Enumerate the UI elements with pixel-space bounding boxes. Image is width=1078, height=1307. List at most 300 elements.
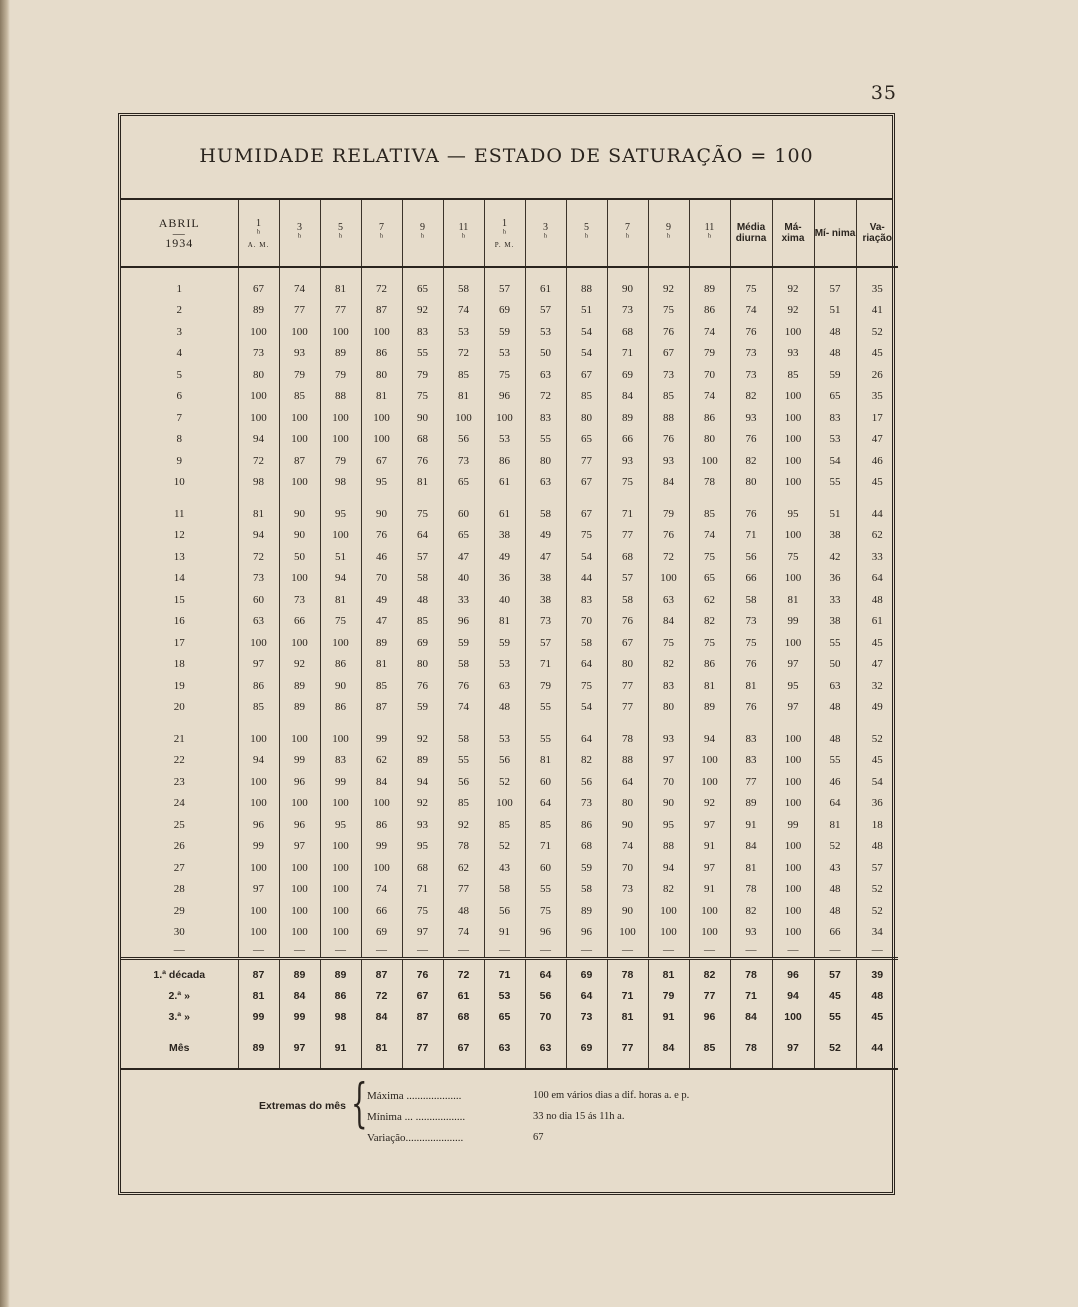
dash-cell: — bbox=[730, 943, 772, 959]
value-cell: 52 bbox=[814, 836, 856, 858]
value-cell: 51 bbox=[320, 546, 361, 568]
spacer-cell bbox=[320, 267, 361, 278]
value-cell: 100 bbox=[279, 407, 320, 429]
hour-label: 1 bbox=[502, 217, 507, 229]
spacer-cell bbox=[361, 267, 402, 278]
value-cell: 97 bbox=[238, 879, 279, 901]
value-cell: 100 bbox=[279, 922, 320, 944]
value-cell: 81 bbox=[689, 675, 730, 697]
value-cell: 82 bbox=[730, 386, 772, 408]
value-cell: 100 bbox=[279, 472, 320, 494]
value-cell: 63 bbox=[525, 364, 566, 386]
value-cell: 35 bbox=[856, 278, 898, 300]
value-cell: 90 bbox=[279, 503, 320, 525]
day-row bbox=[121, 793, 898, 815]
value-cell: 65 bbox=[484, 1006, 525, 1027]
day-row-label: 9 bbox=[176, 454, 182, 467]
hour-label: 9 bbox=[666, 221, 671, 233]
value-cell: 92 bbox=[402, 300, 443, 322]
value-cell: 57 bbox=[814, 964, 856, 985]
day-row-label: 15 bbox=[173, 593, 185, 606]
table-frame bbox=[118, 113, 895, 1195]
value-cell: 75 bbox=[402, 386, 443, 408]
value-cell: 100 bbox=[361, 429, 402, 451]
value-cell: 57 bbox=[525, 632, 566, 654]
hour-period: P. M. bbox=[494, 240, 515, 249]
value-cell: 64 bbox=[607, 771, 648, 793]
media-header: Média diurna bbox=[730, 200, 772, 267]
value-cell: 75 bbox=[402, 900, 443, 922]
value-cell: 67 bbox=[566, 472, 607, 494]
dash-cell: — bbox=[320, 943, 361, 959]
value-cell: 100 bbox=[320, 879, 361, 901]
value-cell: 77 bbox=[607, 525, 648, 547]
value-cell: 64 bbox=[525, 793, 566, 815]
value-cell: 81 bbox=[361, 386, 402, 408]
value-cell: 85 bbox=[279, 386, 320, 408]
value-cell: 76 bbox=[730, 321, 772, 343]
spacer-cell bbox=[772, 1058, 814, 1069]
value-cell: 70 bbox=[361, 568, 402, 590]
value-cell: 54 bbox=[566, 321, 607, 343]
value-cell: 65 bbox=[443, 472, 484, 494]
value-cell: 77 bbox=[689, 985, 730, 1006]
value-cell: 75 bbox=[320, 611, 361, 633]
value-cell: 100 bbox=[772, 857, 814, 879]
value-cell: 87 bbox=[361, 300, 402, 322]
value-cell: 74 bbox=[443, 922, 484, 944]
value-cell: 53 bbox=[484, 985, 525, 1006]
spacer-cell bbox=[566, 1058, 607, 1069]
day-row-label: 29 bbox=[173, 904, 185, 917]
value-cell: 56 bbox=[484, 900, 525, 922]
value-cell: 48 bbox=[814, 900, 856, 922]
maxima-row-label: Máxima .................... bbox=[367, 1090, 462, 1102]
value-cell: 81 bbox=[320, 589, 361, 611]
summary-end bbox=[121, 1058, 898, 1069]
value-cell: 95 bbox=[320, 814, 361, 836]
day-row bbox=[121, 386, 898, 408]
value-cell: 53 bbox=[814, 429, 856, 451]
value-cell: 93 bbox=[730, 922, 772, 944]
dash-cell: — bbox=[814, 943, 856, 959]
value-cell: 46 bbox=[856, 450, 898, 472]
value-cell: 100 bbox=[648, 900, 689, 922]
spacer-cell bbox=[607, 1058, 648, 1069]
spacer-cell bbox=[648, 718, 689, 728]
day-row bbox=[121, 472, 898, 494]
value-cell: 74 bbox=[443, 300, 484, 322]
value-cell: 45 bbox=[856, 472, 898, 494]
dash-cell: — bbox=[856, 943, 898, 959]
value-cell: 75 bbox=[525, 900, 566, 922]
value-cell: 58 bbox=[525, 503, 566, 525]
value-cell: 86 bbox=[689, 300, 730, 322]
value-cell: 73 bbox=[238, 343, 279, 365]
spacer-cell bbox=[279, 267, 320, 278]
value-cell: 65 bbox=[814, 386, 856, 408]
hour-header bbox=[402, 200, 443, 267]
value-cell: 94 bbox=[772, 985, 814, 1006]
value-cell: 70 bbox=[689, 364, 730, 386]
spacer-cell bbox=[238, 1027, 279, 1037]
value-cell: 75 bbox=[730, 278, 772, 300]
value-cell: 50 bbox=[814, 654, 856, 676]
minima-header: Mí- nima bbox=[814, 200, 856, 267]
spacer-cell bbox=[772, 493, 814, 503]
minima-row-value: 33 no dia 15 ás 11h a. bbox=[533, 1111, 625, 1122]
value-cell: 100 bbox=[772, 525, 814, 547]
value-cell: 66 bbox=[361, 900, 402, 922]
hour-period: A. M. bbox=[247, 240, 270, 249]
value-cell: 77 bbox=[730, 771, 772, 793]
value-cell: 100 bbox=[689, 771, 730, 793]
value-cell: 81 bbox=[361, 654, 402, 676]
value-cell: 88 bbox=[320, 386, 361, 408]
value-cell: 63 bbox=[238, 611, 279, 633]
value-cell: 100 bbox=[689, 450, 730, 472]
value-cell: 57 bbox=[402, 546, 443, 568]
value-cell: 100 bbox=[279, 568, 320, 590]
value-cell: 84 bbox=[730, 836, 772, 858]
spacer-cell bbox=[402, 1027, 443, 1037]
value-cell: 45 bbox=[856, 343, 898, 365]
value-cell: 80 bbox=[689, 429, 730, 451]
value-cell: 72 bbox=[238, 546, 279, 568]
value-cell: 99 bbox=[772, 611, 814, 633]
value-cell: 56 bbox=[525, 985, 566, 1006]
value-cell: 55 bbox=[525, 728, 566, 750]
value-cell: 58 bbox=[566, 879, 607, 901]
value-cell: 100 bbox=[361, 793, 402, 815]
value-cell: 48 bbox=[484, 697, 525, 719]
spacer-cell bbox=[320, 1058, 361, 1069]
day-row bbox=[121, 728, 898, 750]
value-cell: 100 bbox=[443, 407, 484, 429]
value-cell: 85 bbox=[238, 697, 279, 719]
spacer-cell bbox=[484, 1058, 525, 1069]
value-cell: 64 bbox=[566, 728, 607, 750]
decade-row-label: 2.ª » bbox=[168, 989, 190, 1002]
variacao-row-value: 67 bbox=[533, 1132, 544, 1143]
value-cell: 93 bbox=[402, 814, 443, 836]
value-cell: 66 bbox=[814, 922, 856, 944]
hour-suffix: h bbox=[708, 232, 711, 239]
spacer-cell bbox=[566, 493, 607, 503]
value-cell: 58 bbox=[566, 632, 607, 654]
day-row-label: 3 bbox=[176, 325, 182, 338]
value-cell: 73 bbox=[730, 364, 772, 386]
value-cell: 85 bbox=[361, 675, 402, 697]
value-cell: 91 bbox=[689, 879, 730, 901]
value-cell: 100 bbox=[772, 407, 814, 429]
value-cell: 51 bbox=[814, 503, 856, 525]
value-cell: 82 bbox=[566, 750, 607, 772]
value-cell: 73 bbox=[730, 611, 772, 633]
value-cell: 74 bbox=[607, 836, 648, 858]
value-cell: 46 bbox=[814, 771, 856, 793]
value-cell: 65 bbox=[689, 568, 730, 590]
spacer-cell bbox=[689, 267, 730, 278]
value-cell: 77 bbox=[607, 1037, 648, 1058]
value-cell: 50 bbox=[525, 343, 566, 365]
spacer-cell bbox=[320, 718, 361, 728]
humidity-table bbox=[121, 200, 898, 1070]
value-cell: 74 bbox=[730, 300, 772, 322]
value-cell: 66 bbox=[279, 611, 320, 633]
month-label: ABRIL bbox=[158, 216, 200, 230]
hour-label: 7 bbox=[379, 221, 384, 233]
value-cell: 67 bbox=[607, 632, 648, 654]
value-cell: 62 bbox=[361, 750, 402, 772]
spacer-cell bbox=[689, 1058, 730, 1069]
value-cell: 59 bbox=[814, 364, 856, 386]
value-cell: 83 bbox=[648, 675, 689, 697]
value-cell: 18 bbox=[856, 814, 898, 836]
value-cell: 100 bbox=[320, 793, 361, 815]
value-cell: 42 bbox=[814, 546, 856, 568]
day-row bbox=[121, 525, 898, 547]
value-cell: 58 bbox=[443, 278, 484, 300]
value-cell: 93 bbox=[648, 728, 689, 750]
hour-header bbox=[607, 200, 648, 267]
spacer-cell bbox=[279, 493, 320, 503]
value-cell: 64 bbox=[566, 985, 607, 1006]
value-cell: 58 bbox=[402, 568, 443, 590]
hour-suffix: h bbox=[462, 232, 465, 239]
value-cell: 86 bbox=[238, 675, 279, 697]
value-cell: 76 bbox=[402, 675, 443, 697]
spacer-cell bbox=[443, 718, 484, 728]
day-row-label: 28 bbox=[173, 883, 185, 896]
value-cell: 66 bbox=[607, 429, 648, 451]
hour-label: 3 bbox=[543, 221, 548, 233]
value-cell: 85 bbox=[443, 793, 484, 815]
value-cell: 81 bbox=[607, 1006, 648, 1027]
value-cell: 78 bbox=[443, 836, 484, 858]
spacer-cell bbox=[279, 1027, 320, 1037]
day-row-label: 6 bbox=[176, 390, 182, 403]
value-cell: 47 bbox=[443, 546, 484, 568]
value-cell: 97 bbox=[238, 654, 279, 676]
spacer-cell bbox=[443, 493, 484, 503]
value-cell: 91 bbox=[320, 1037, 361, 1058]
spacer-cell bbox=[607, 1027, 648, 1037]
value-cell: 85 bbox=[525, 814, 566, 836]
value-cell: 99 bbox=[238, 836, 279, 858]
value-cell: 53 bbox=[443, 321, 484, 343]
hour-label: 11 bbox=[704, 221, 715, 233]
value-cell: 58 bbox=[607, 589, 648, 611]
value-cell: 100 bbox=[279, 793, 320, 815]
value-cell: 60 bbox=[525, 771, 566, 793]
dash-cell: — bbox=[525, 943, 566, 959]
spacer-cell bbox=[730, 267, 772, 278]
hour-suffix: h bbox=[421, 232, 424, 239]
value-cell: 68 bbox=[402, 857, 443, 879]
day-row-label: 26 bbox=[173, 840, 185, 853]
value-cell: 86 bbox=[320, 985, 361, 1006]
day-row bbox=[121, 675, 898, 697]
value-cell: 43 bbox=[484, 857, 525, 879]
value-cell: 51 bbox=[566, 300, 607, 322]
value-cell: 56 bbox=[730, 546, 772, 568]
day-row bbox=[121, 450, 898, 472]
value-cell: 44 bbox=[566, 568, 607, 590]
value-cell: 76 bbox=[648, 429, 689, 451]
value-cell: 85 bbox=[484, 814, 525, 836]
hour-suffix: h bbox=[257, 228, 260, 235]
value-cell: 79 bbox=[648, 985, 689, 1006]
value-cell: 89 bbox=[730, 793, 772, 815]
day-row-label: 17 bbox=[173, 636, 185, 649]
value-cell: 72 bbox=[525, 386, 566, 408]
value-cell: 100 bbox=[484, 793, 525, 815]
value-cell: 55 bbox=[443, 750, 484, 772]
value-cell: 100 bbox=[772, 728, 814, 750]
value-cell: 52 bbox=[856, 728, 898, 750]
value-cell: 74 bbox=[689, 386, 730, 408]
day-row bbox=[121, 697, 898, 719]
spacer-cell bbox=[279, 718, 320, 728]
value-cell: 57 bbox=[525, 300, 566, 322]
spacer-cell bbox=[814, 718, 856, 728]
value-cell: 95 bbox=[648, 814, 689, 836]
hour-label: 1 bbox=[256, 217, 261, 229]
value-cell: 94 bbox=[238, 750, 279, 772]
value-cell: 55 bbox=[814, 750, 856, 772]
value-cell: 76 bbox=[361, 525, 402, 547]
value-cell: 100 bbox=[772, 321, 814, 343]
spacer-cell bbox=[689, 1027, 730, 1037]
day-row bbox=[121, 343, 898, 365]
day-row bbox=[121, 568, 898, 590]
value-cell: 69 bbox=[402, 632, 443, 654]
value-cell: 100 bbox=[772, 472, 814, 494]
value-cell: 70 bbox=[648, 771, 689, 793]
day-row-label: 4 bbox=[176, 347, 182, 360]
header-dash: — bbox=[172, 226, 186, 240]
day-row-label: 12 bbox=[173, 529, 185, 542]
day-row bbox=[121, 300, 898, 322]
value-cell: 100 bbox=[772, 632, 814, 654]
value-cell: 85 bbox=[689, 1037, 730, 1058]
day-row bbox=[121, 814, 898, 836]
value-cell: 17 bbox=[856, 407, 898, 429]
hour-label: 9 bbox=[420, 221, 425, 233]
hour-header bbox=[566, 200, 607, 267]
value-cell: 82 bbox=[648, 654, 689, 676]
value-cell: 87 bbox=[238, 964, 279, 985]
day-row bbox=[121, 278, 898, 300]
value-cell: 47 bbox=[856, 429, 898, 451]
value-cell: 39 bbox=[856, 964, 898, 985]
value-cell: 80 bbox=[525, 450, 566, 472]
value-cell: 90 bbox=[361, 503, 402, 525]
value-cell: 63 bbox=[814, 675, 856, 697]
spacer-cell bbox=[402, 267, 443, 278]
value-cell: 75 bbox=[566, 675, 607, 697]
dash-cell: — bbox=[772, 943, 814, 959]
value-cell: 36 bbox=[814, 568, 856, 590]
spacer-cell bbox=[361, 493, 402, 503]
value-cell: 52 bbox=[856, 879, 898, 901]
value-cell: 74 bbox=[279, 278, 320, 300]
value-cell: 60 bbox=[238, 589, 279, 611]
day-row-label: 27 bbox=[173, 861, 185, 874]
value-cell: 90 bbox=[607, 278, 648, 300]
value-cell: 90 bbox=[279, 525, 320, 547]
value-cell: 99 bbox=[361, 728, 402, 750]
dash-row bbox=[121, 943, 898, 959]
day-row-label: 13 bbox=[173, 550, 185, 563]
spacer-cell bbox=[361, 1058, 402, 1069]
value-cell: 82 bbox=[730, 900, 772, 922]
value-cell: 83 bbox=[402, 321, 443, 343]
dash-cell: — bbox=[566, 943, 607, 959]
value-cell: 99 bbox=[279, 1006, 320, 1027]
value-cell: 52 bbox=[856, 900, 898, 922]
value-cell: 76 bbox=[730, 697, 772, 719]
value-cell: 100 bbox=[772, 450, 814, 472]
value-cell: 81 bbox=[361, 1037, 402, 1058]
spacer-cell bbox=[772, 267, 814, 278]
value-cell: 100 bbox=[279, 429, 320, 451]
value-cell: 100 bbox=[772, 836, 814, 858]
dash-cell: — bbox=[279, 943, 320, 959]
value-cell: 75 bbox=[402, 503, 443, 525]
hour-label: 5 bbox=[584, 221, 589, 233]
value-cell: 94 bbox=[402, 771, 443, 793]
spacer-cell bbox=[443, 1027, 484, 1037]
decade-row-label: 1.ª década bbox=[153, 968, 206, 981]
value-cell: 71 bbox=[607, 503, 648, 525]
value-cell: 73 bbox=[607, 300, 648, 322]
value-cell: 67 bbox=[648, 343, 689, 365]
spacer-cell bbox=[772, 1027, 814, 1037]
value-cell: 90 bbox=[607, 814, 648, 836]
day-row-label: 16 bbox=[173, 615, 185, 628]
value-cell: 68 bbox=[402, 429, 443, 451]
value-cell: 64 bbox=[856, 568, 898, 590]
value-cell: 96 bbox=[238, 814, 279, 836]
value-cell: 72 bbox=[443, 343, 484, 365]
value-cell: 100 bbox=[772, 771, 814, 793]
spacer-cell bbox=[361, 718, 402, 728]
title-area bbox=[121, 116, 892, 200]
value-cell: 93 bbox=[648, 450, 689, 472]
value-cell: 100 bbox=[279, 857, 320, 879]
value-cell: 68 bbox=[607, 321, 648, 343]
value-cell: 95 bbox=[320, 503, 361, 525]
value-cell: 83 bbox=[730, 728, 772, 750]
value-cell: 97 bbox=[772, 1037, 814, 1058]
day-row bbox=[121, 632, 898, 654]
spacer-cell bbox=[566, 1027, 607, 1037]
value-cell: 85 bbox=[772, 364, 814, 386]
value-cell: 53 bbox=[525, 321, 566, 343]
value-cell: 95 bbox=[772, 503, 814, 525]
value-cell: 86 bbox=[361, 343, 402, 365]
value-cell: 80 bbox=[730, 472, 772, 494]
spacer-cell bbox=[730, 493, 772, 503]
value-cell: 93 bbox=[772, 343, 814, 365]
spacer-cell bbox=[443, 1058, 484, 1069]
hour-suffix: h bbox=[298, 232, 301, 239]
value-cell: 26 bbox=[856, 364, 898, 386]
day-row-label: 20 bbox=[173, 701, 185, 714]
value-cell: 76 bbox=[402, 964, 443, 985]
